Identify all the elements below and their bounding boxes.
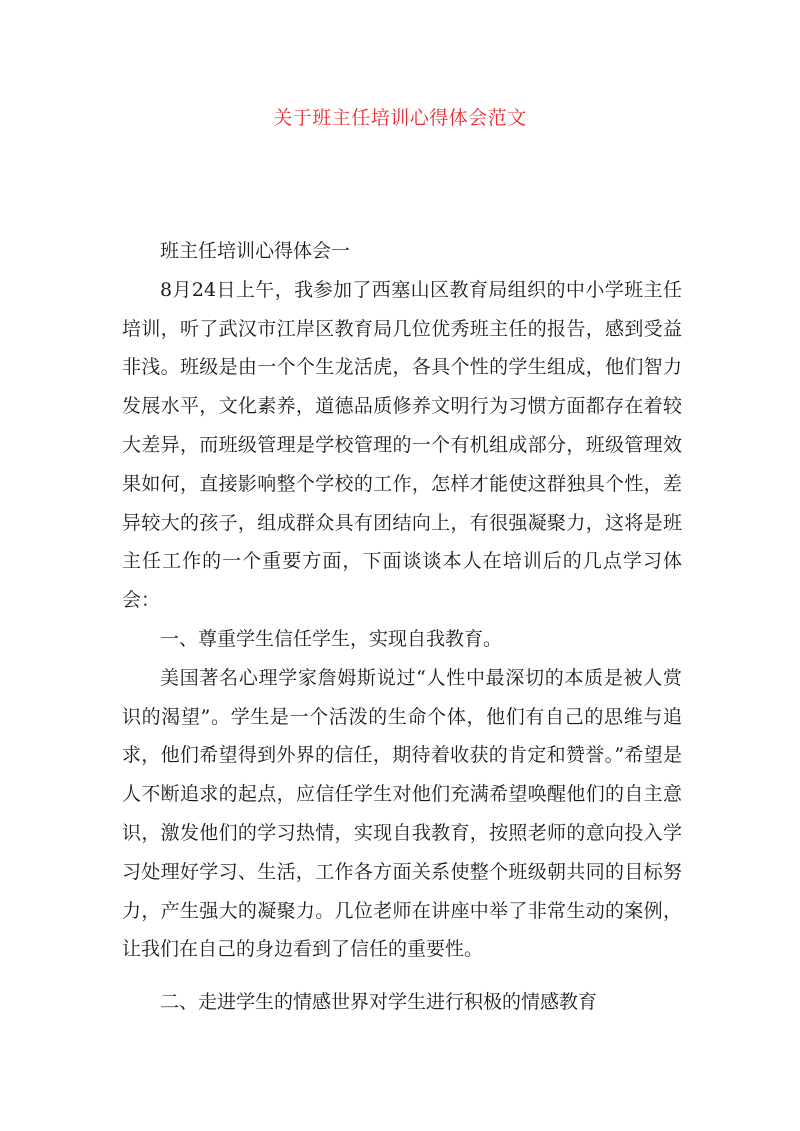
section-point-1: 一、尊重学生信任学生，实现自我教育。 bbox=[160, 627, 503, 650]
body-paragraph-intro: 8月24日上午，我参加了西塞山区教育局组织的中小学班主任培训，听了武汉市江岸区教育局几位优秀班主任的报告，感到受益非浅。班级是由一个个生龙活虎，各具个性的学生组成，他们智力发展水平，文化素养，道德品质修养文明行为习惯方面都存在着较大差异，而班级管理是学校管理的一个有机组成部分，班级管理效果如何，直接影响整个学校的工作，怎样才能使这群独具个性，差异较大的孩子，组成群众具有团结向上，有很强凝聚力，这将是班主任工作的一个重要方面，下面谈谈本人在培训后的几点学习体会： bbox=[122, 278, 682, 612]
document-body bbox=[122, 232, 682, 1022]
document-title: 关于班主任培训心得体会范文 bbox=[273, 107, 527, 129]
section-heading-1: 班主任培训心得体会一 bbox=[160, 240, 351, 262]
body-paragraph-trust: 美国著名心理学家詹姆斯说过“人性中最深切的本质是被人赏识的渴望”。学生是一个活泼的生命个体，他们有自己的思维与追求，他们希望得到外界的信任，期待着收获的肯定和赞誉。”希望是人不断追求的起点，应信任学生对他们充满希望唤醒他们的自主意识，激发他们的学习热情，实现自我教育，按照老师的意向投入学习处理好学习、生活，工作各方面关系使整个班级朝共同的目标努力，产生强大的凝聚力。几位老师在讲座中举了非常生动的案例，让我们在自己的身边看到了信任的重要性。 bbox=[122, 666, 682, 961]
section-point-2: 二、走进学生的情感世界对学生进行积极的情感教育 bbox=[160, 991, 598, 1014]
